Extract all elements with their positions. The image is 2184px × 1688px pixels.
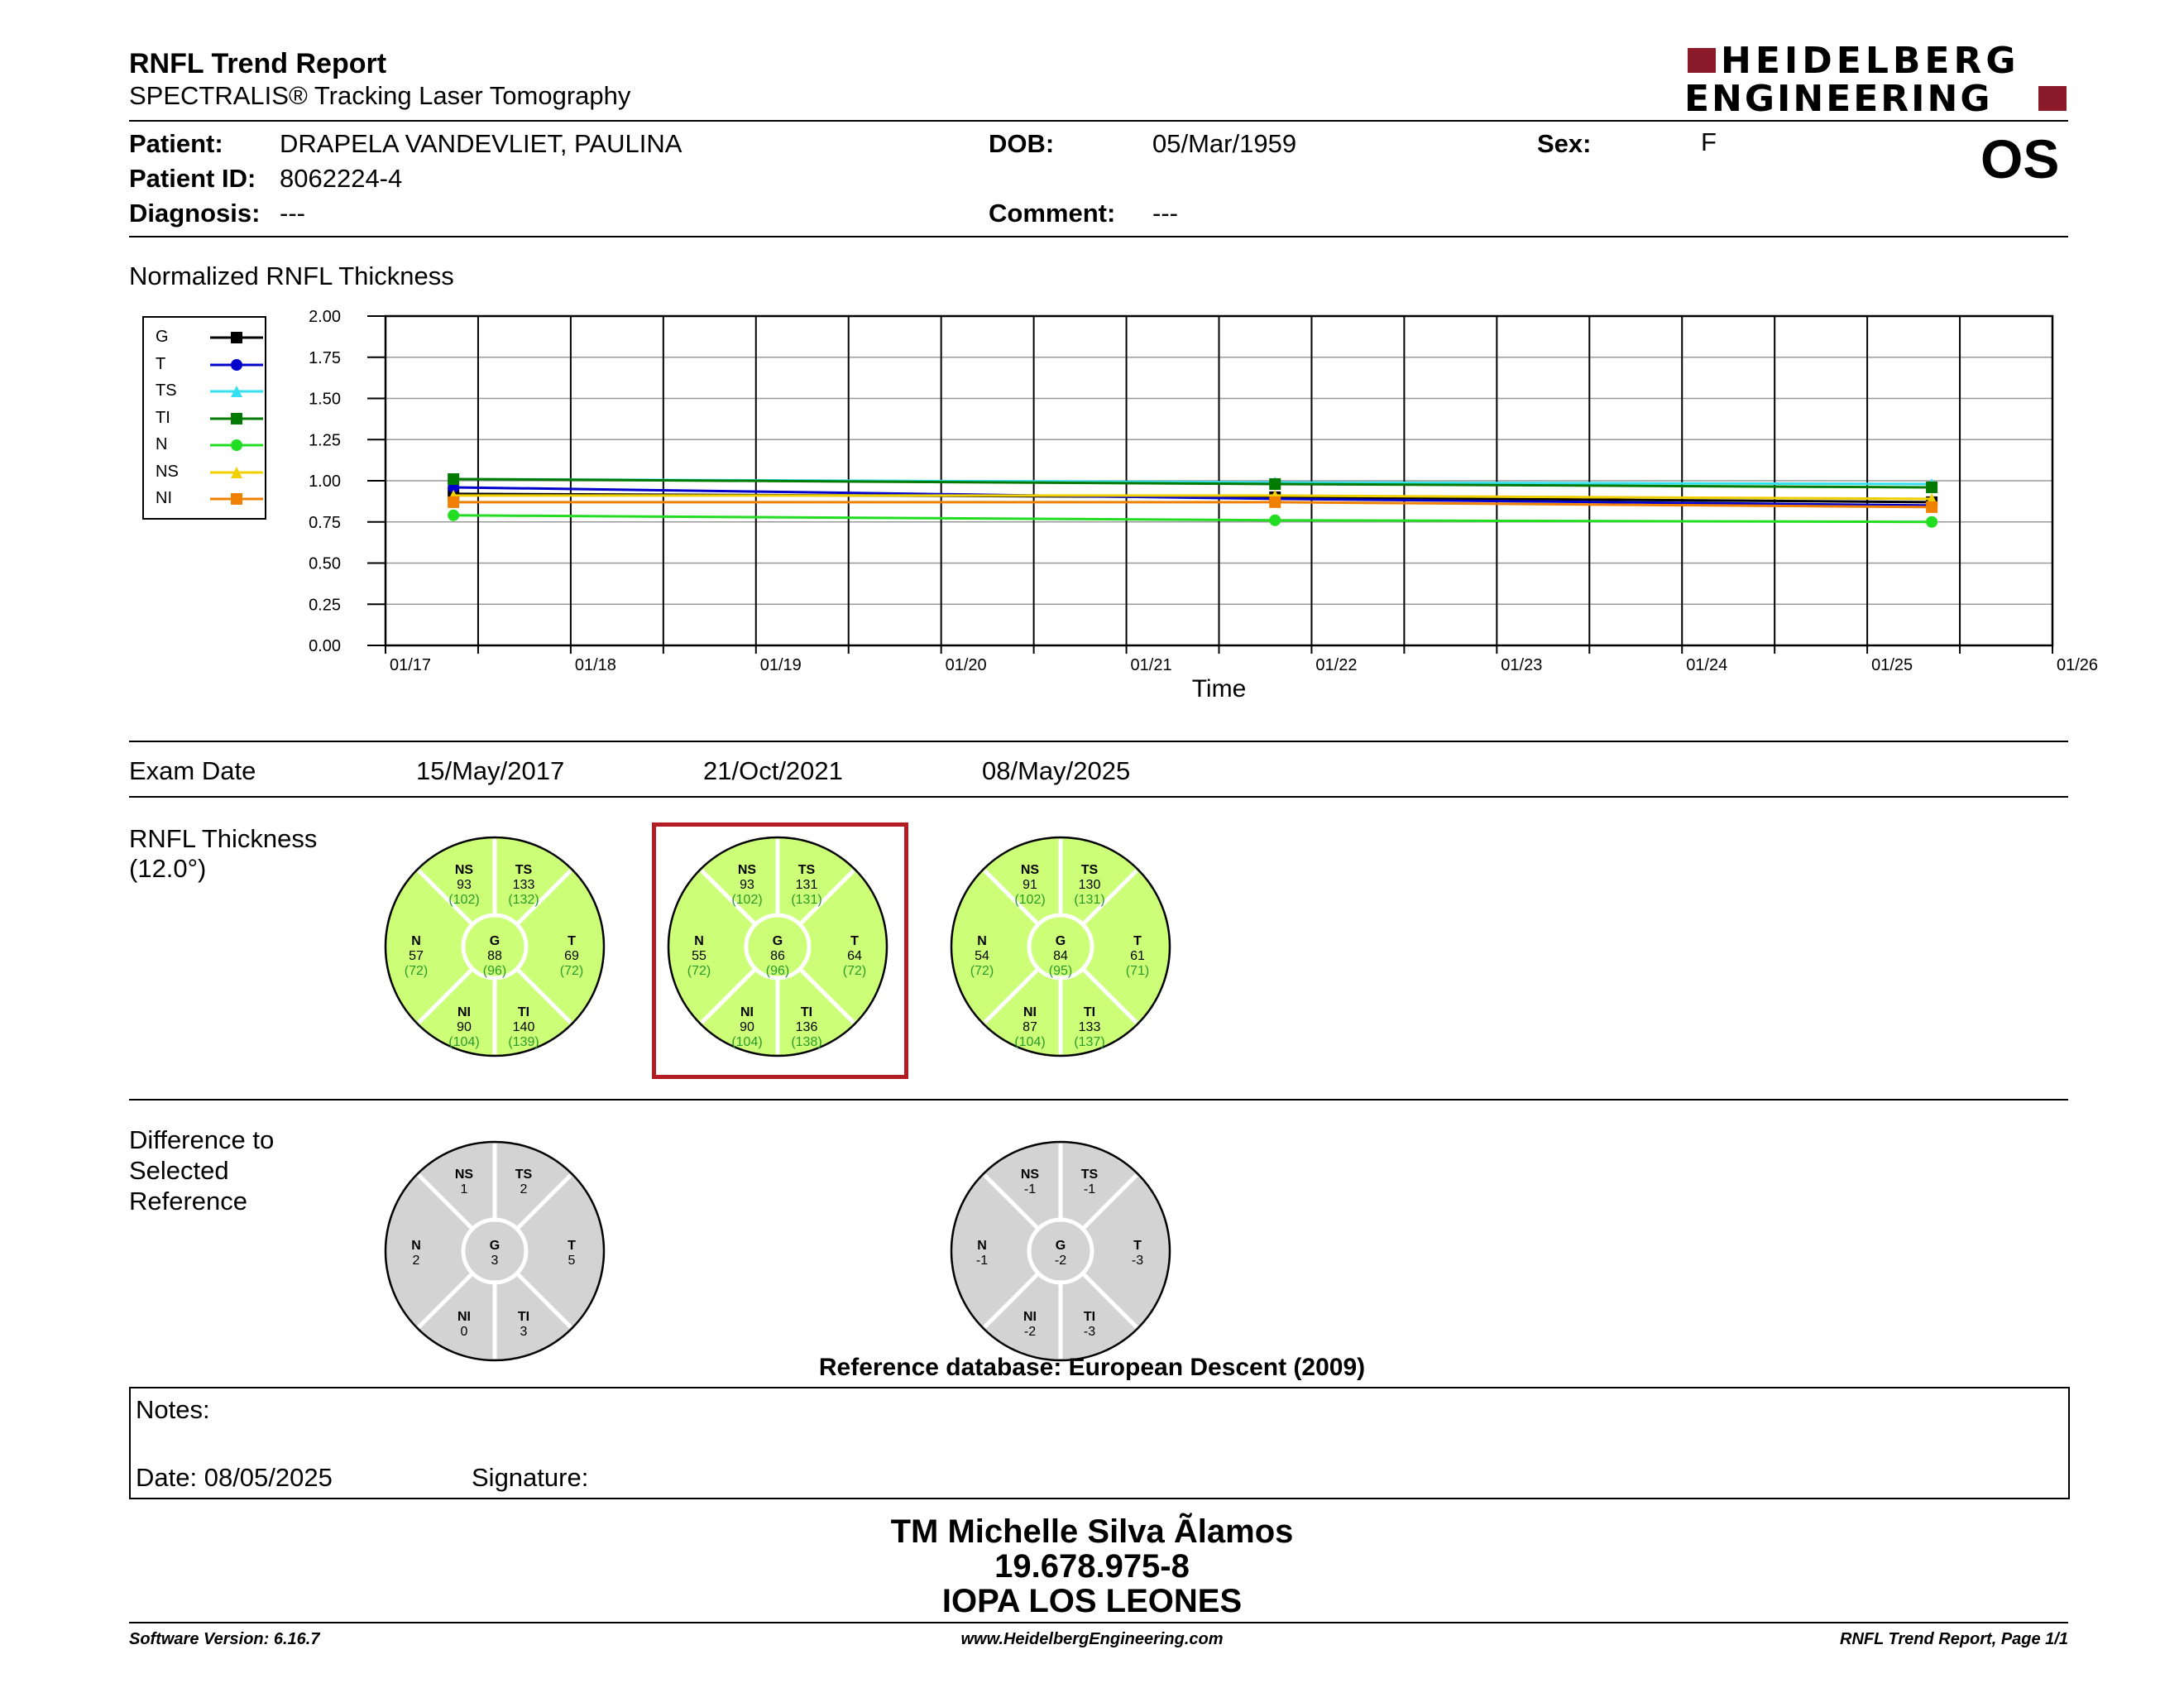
x-tick-label: 01/25 [1871, 656, 1913, 674]
y-tick-label: 0.75 [309, 513, 341, 532]
sector-disc[interactable] [379, 831, 611, 1062]
x-tick-label: 01/24 [1686, 656, 1728, 674]
notes-box[interactable] [129, 1387, 2070, 1499]
legend-label: T [156, 354, 166, 373]
sector-normal: (71) [1125, 964, 1150, 978]
sector-value: 90 [457, 1020, 472, 1034]
sector-name: TI [800, 1005, 813, 1019]
comment-label: Comment: [989, 199, 1116, 228]
x-tick-label: 01/21 [1130, 656, 1172, 674]
y-tick-label: 2.00 [309, 308, 341, 326]
data-point-ti [1269, 478, 1281, 490]
data-point-ti [1926, 482, 1937, 493]
sector-name: NS [737, 863, 757, 877]
sector-normal: (104) [731, 1035, 763, 1049]
sector-normal: (95) [1048, 964, 1073, 978]
sector-name: TS [515, 1168, 533, 1182]
sector-value: 54 [975, 949, 989, 963]
sector-normal: (96) [482, 964, 507, 978]
legend-swatch [208, 489, 265, 509]
website-link[interactable]: www.HeidelbergEngineering.com [960, 1630, 1224, 1648]
divider [129, 1622, 2068, 1623]
sector-name: NI [457, 1005, 471, 1019]
legend-swatch [208, 381, 265, 401]
sector-name: G [1055, 1239, 1066, 1253]
sector-disc[interactable] [945, 1135, 1176, 1367]
x-tick-label: 01/18 [574, 656, 616, 674]
sector-value: 86 [770, 949, 785, 963]
legend-item [151, 352, 258, 376]
diagnosis-value: --- [280, 199, 305, 228]
y-tick-label: 0.25 [309, 596, 341, 615]
sector-value: -2 [1054, 1254, 1067, 1268]
difference-label: Selected [129, 1156, 229, 1185]
sector-value: 140 [512, 1020, 535, 1034]
legend-label: NS [156, 462, 179, 481]
sector-name: T [850, 934, 859, 948]
legend-swatch [208, 355, 265, 375]
sector-normal: (104) [1014, 1035, 1046, 1049]
signer-id: 19.678.975-8 [994, 1548, 1190, 1585]
sector-value: -3 [1131, 1254, 1144, 1268]
data-point-ti [448, 473, 459, 485]
exam-date: 08/May/2025 [982, 756, 1131, 785]
thickness-label: RNFL Thickness [129, 824, 318, 853]
data-point-n [1269, 515, 1281, 526]
sector-value: 3 [491, 1254, 499, 1268]
sector-normal: (102) [1014, 893, 1046, 907]
x-tick-label: 01/22 [1315, 656, 1358, 674]
sector-normal: (137) [1074, 1035, 1105, 1049]
sector-name: T [568, 934, 576, 948]
sector-name: TS [797, 863, 816, 877]
sector-value: 1 [460, 1182, 468, 1196]
legend-label: G [156, 328, 169, 346]
sector-value: 87 [1023, 1020, 1037, 1034]
sector-value: 136 [795, 1020, 818, 1034]
x-tick-label: 01/26 [2056, 656, 2099, 674]
sector-name: NS [1020, 863, 1040, 877]
sector-normal: (131) [791, 893, 822, 907]
sector-normal: (72) [970, 964, 994, 978]
sector-value: 0 [460, 1325, 468, 1339]
sector-value: -2 [1023, 1325, 1037, 1339]
sector-name: N [411, 1239, 421, 1253]
sector-normal: (72) [559, 964, 584, 978]
sector-name: T [1133, 1239, 1142, 1253]
x-tick-label: 01/19 [759, 656, 802, 674]
logo-line-1: HEIDELBERG [1721, 40, 2020, 82]
trend-chart [0, 0, 2184, 720]
sector-value: 91 [1023, 878, 1037, 892]
sector-normal: (102) [448, 893, 480, 907]
divider [129, 1099, 2068, 1101]
sector-name: NI [1023, 1310, 1037, 1324]
legend-item [151, 459, 258, 484]
y-tick-label: 1.50 [309, 390, 341, 409]
thickness-angle: (12.0°) [129, 854, 207, 883]
data-point-n [1926, 516, 1937, 528]
chart-legend [142, 316, 266, 520]
sector-name: NI [457, 1310, 471, 1324]
comment-value: --- [1152, 199, 1178, 228]
sector-name: N [694, 934, 704, 948]
sector-value: 2 [520, 1182, 528, 1196]
legend-item [151, 432, 258, 457]
patient-name: DRAPELA VANDEVLIET, PAULINA [280, 129, 682, 158]
x-axis-label: Time [1191, 675, 1247, 703]
sex-label: Sex: [1537, 129, 1592, 158]
sector-value: 5 [568, 1254, 576, 1268]
sector-name: G [772, 934, 783, 948]
sector-value: 55 [692, 949, 706, 963]
exam-date-label: Exam Date [129, 756, 256, 785]
software-version: Software Version: 6.16.7 [129, 1630, 320, 1648]
legend-swatch [208, 328, 265, 348]
sector-name: TI [1083, 1005, 1096, 1019]
page-info: RNFL Trend Report, Page 1/1 [1840, 1630, 2068, 1648]
sector-name: TS [1080, 1168, 1099, 1182]
report-subtitle: SPECTRALIS® Tracking Laser Tomography [129, 81, 631, 110]
legend-swatch [208, 463, 265, 482]
series-line-n [453, 516, 1932, 522]
sector-normal: (72) [404, 964, 429, 978]
sector-name: NS [1020, 1168, 1040, 1182]
chart-title: Normalized RNFL Thickness [129, 261, 454, 290]
signature-block [0, 1514, 2184, 1618]
sector-normal: (138) [791, 1035, 822, 1049]
x-tick-label: 01/20 [945, 656, 987, 674]
dob-label: DOB: [989, 129, 1055, 158]
legend-item [151, 486, 258, 511]
sector-name: NI [1023, 1005, 1037, 1019]
divider [129, 796, 2068, 798]
signer-institution: IOPA LOS LEONES [941, 1583, 1243, 1619]
notes-date: Date: 08/05/2025 [136, 1463, 333, 1492]
logo-line-2: ENGINEERING [1684, 78, 1993, 120]
sector-name: TI [1083, 1310, 1096, 1324]
sector-name: G [489, 934, 500, 948]
y-tick-label: 0.50 [309, 554, 341, 573]
legend-label: TS [156, 381, 177, 400]
patient-id-label: Patient ID: [129, 164, 256, 193]
sector-value: 3 [520, 1325, 528, 1339]
patient-label: Patient: [129, 129, 223, 158]
legend-label: TI [156, 408, 170, 427]
sector-name: G [1055, 934, 1066, 948]
patient-id: 8062224-4 [280, 164, 403, 193]
sector-name: TI [517, 1310, 530, 1324]
difference-label: Difference to [129, 1125, 275, 1154]
sector-normal: (139) [508, 1035, 539, 1049]
y-tick-label: 1.75 [309, 348, 341, 367]
exam-date: 21/Oct/2021 [703, 756, 843, 785]
sector-normal: (72) [687, 964, 711, 978]
reference-database: Reference database: European Descent (2009) [818, 1354, 1366, 1381]
divider [129, 741, 2068, 742]
sector-name: TI [517, 1005, 530, 1019]
sector-disc[interactable] [379, 1135, 611, 1367]
sector-disc[interactable] [945, 831, 1176, 1062]
difference-label: Reference [129, 1187, 248, 1216]
legend-swatch [208, 435, 265, 455]
sector-name: TS [1080, 863, 1099, 877]
legend-item [151, 324, 258, 349]
sector-value: 61 [1130, 949, 1145, 963]
legend-label: N [156, 435, 168, 453]
sector-normal: (104) [448, 1035, 480, 1049]
sector-name: N [411, 934, 421, 948]
legend-marker-icon [231, 439, 242, 451]
legend-item [151, 378, 258, 403]
sector-normal: (132) [508, 893, 539, 907]
diagnosis-label: Diagnosis: [129, 199, 261, 228]
sector-value: 90 [740, 1020, 754, 1034]
sector-value: -1 [975, 1254, 989, 1268]
sector-value: -1 [1083, 1182, 1096, 1196]
sector-normal: (102) [731, 893, 763, 907]
legend-item [151, 405, 258, 430]
legend-marker-icon [231, 493, 242, 505]
data-point-ni [448, 496, 459, 508]
sector-name: NI [740, 1005, 754, 1019]
dob-value: 05/Mar/1959 [1152, 129, 1297, 158]
sector-value: -3 [1083, 1325, 1096, 1339]
sector-name: NS [454, 863, 474, 877]
legend-marker-icon [231, 332, 242, 343]
sector-value: -1 [1023, 1182, 1037, 1196]
report-title: RNFL Trend Report [129, 48, 387, 79]
sector-value: 93 [457, 878, 472, 892]
legend-marker-icon [231, 413, 242, 424]
data-point-n [448, 510, 459, 521]
sector-name: T [1133, 934, 1142, 948]
sex-value: F [1701, 127, 1717, 156]
sector-value: 133 [1078, 1020, 1101, 1034]
sector-normal: (131) [1074, 893, 1105, 907]
sector-value: 2 [412, 1254, 420, 1268]
exam-date: 15/May/2017 [416, 756, 565, 785]
sector-name: N [977, 1239, 987, 1253]
sector-disc[interactable] [662, 831, 893, 1062]
y-tick-label: 1.00 [309, 472, 341, 491]
x-tick-label: 01/17 [389, 656, 432, 674]
x-tick-label: 01/23 [1501, 656, 1543, 674]
sector-value: 131 [795, 878, 818, 892]
data-point-ni [1269, 496, 1281, 508]
signature-label: Signature: [472, 1463, 589, 1492]
sector-value: 93 [740, 878, 754, 892]
y-tick-label: 1.25 [309, 431, 341, 450]
y-tick-label: 0.00 [309, 637, 341, 655]
sector-value: 130 [1078, 878, 1101, 892]
legend-marker-icon [231, 359, 242, 371]
sector-normal: (96) [765, 964, 790, 978]
eye-label: OS [1980, 128, 2060, 189]
data-point-ni [1926, 501, 1937, 513]
sector-name: NS [454, 1168, 474, 1182]
sector-value: 57 [409, 949, 424, 963]
sector-value: 64 [847, 949, 862, 963]
sector-value: 133 [512, 878, 535, 892]
legend-swatch [208, 409, 265, 429]
sector-name: N [977, 934, 987, 948]
sector-name: TS [515, 863, 533, 877]
sector-value: 69 [564, 949, 579, 963]
signer-name: TM Michelle Silva Ãlamos [890, 1513, 1294, 1550]
sector-normal: (72) [842, 964, 867, 978]
sector-name: T [568, 1239, 576, 1253]
sector-value: 88 [487, 949, 502, 963]
notes-label: Notes: [136, 1395, 210, 1424]
legend-label: NI [156, 489, 172, 507]
sector-value: 84 [1053, 949, 1068, 963]
sector-name: G [489, 1239, 500, 1253]
